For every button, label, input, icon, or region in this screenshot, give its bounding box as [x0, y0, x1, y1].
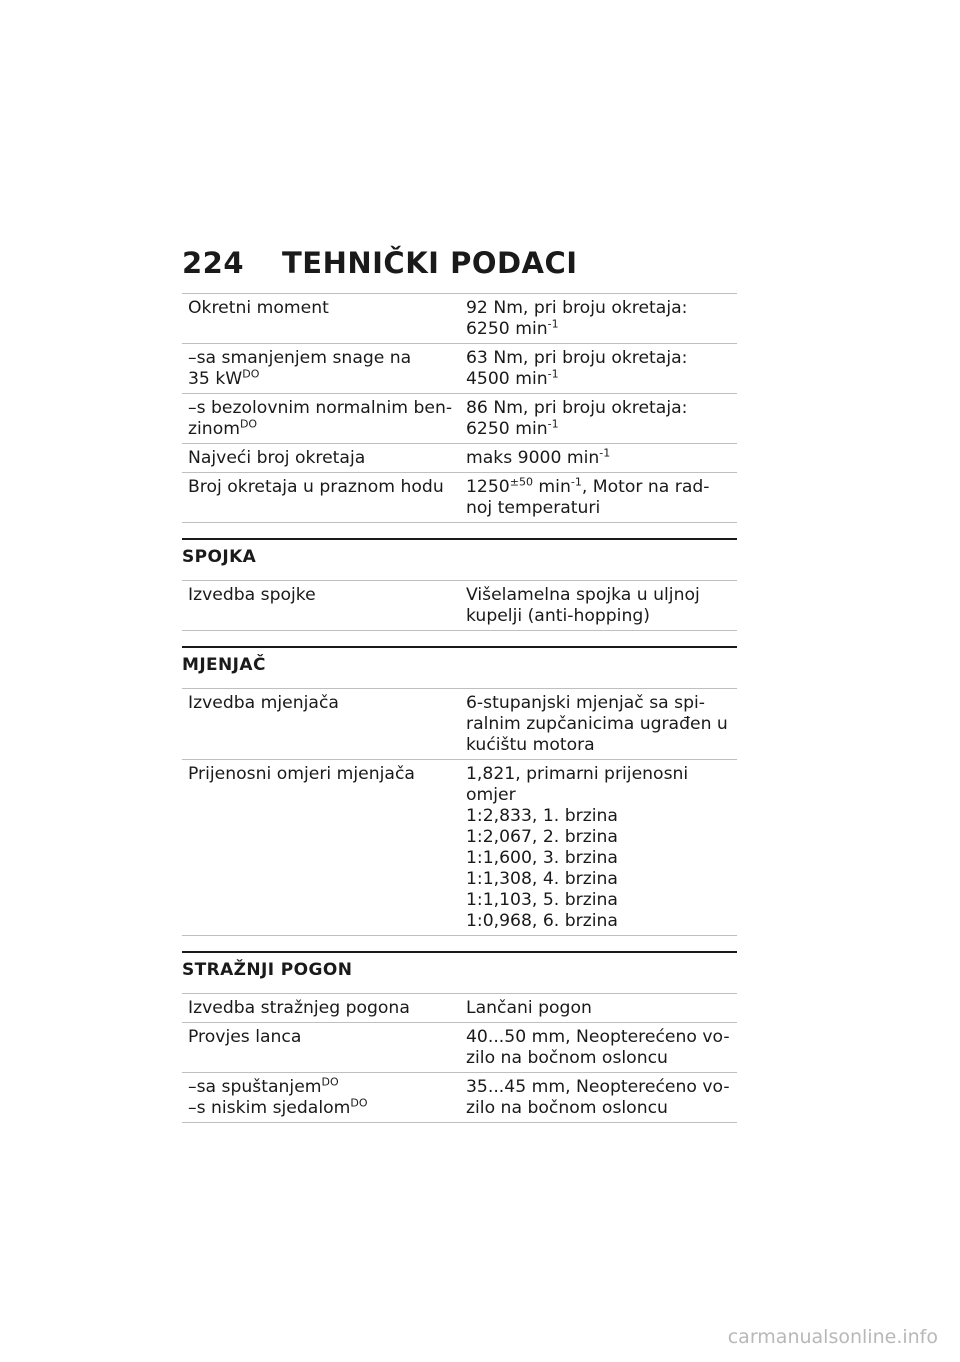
- value-line: 6-stupanjski mjenjač sa spi-: [466, 693, 705, 713]
- watermark: carmanualsonline.info: [727, 1326, 938, 1348]
- spec-label: [182, 1073, 460, 1123]
- value-line: Višelamelna spojka u uljnoj: [466, 585, 700, 605]
- unit-exponent: -1: [570, 475, 582, 489]
- label-line: [188, 367, 454, 390]
- value-line: noj temperaturi: [466, 498, 601, 518]
- section-title: STRAŽNJI POGON: [182, 960, 353, 980]
- spec-label: Okretni moment: [182, 294, 460, 344]
- label-line: –s bezolovnim normalnim ben-: [188, 398, 453, 418]
- value-line: 1:1,308, 4. brzina: [466, 869, 618, 889]
- label-text: –s niskim sjedalom: [188, 1098, 351, 1118]
- unit-exponent: -1: [547, 417, 559, 431]
- section-title: MJENJAČ: [182, 655, 266, 675]
- table-row: [182, 760, 737, 936]
- label-text: –sa spuštanjem: [188, 1077, 322, 1097]
- spec-value: [460, 294, 737, 344]
- spec-label: Broj okretaja u praznom hodu: [182, 473, 460, 523]
- label-text: 35 kW: [188, 369, 243, 389]
- mjenjac-spec-table: [182, 688, 737, 936]
- section-spojka: [182, 538, 737, 631]
- spec-value: [460, 581, 737, 631]
- spec-label: Provjes lanca: [182, 1023, 460, 1073]
- section-mjenjac: [182, 646, 737, 936]
- value-text: 4500 min: [466, 369, 548, 389]
- table-row: [182, 294, 737, 344]
- spec-label: Prijenosni omjeri mjenjača: [182, 760, 460, 936]
- value-text: 6250 min: [466, 319, 548, 339]
- label-line: [188, 417, 454, 440]
- value-line: zilo na bočnom osloncu: [466, 1048, 668, 1068]
- variant-marker: DO: [239, 417, 258, 431]
- sub-label: [188, 398, 454, 440]
- unit-exponent: -1: [547, 367, 559, 381]
- table-row: [182, 473, 737, 523]
- value-line: kupelji (anti-hopping): [466, 606, 650, 626]
- value-line: 1:0,968, 6. brzina: [466, 911, 618, 931]
- value-line: 1:1,600, 3. brzina: [466, 848, 618, 868]
- value-line: ralnim zupčanicima ugrađen u: [466, 714, 728, 734]
- spec-value: Lančani pogon: [460, 994, 737, 1023]
- spojka-spec-table: [182, 580, 737, 631]
- variant-marker: DO: [242, 367, 260, 381]
- section-title: SPOJKA: [182, 547, 257, 567]
- table-row: [182, 444, 737, 473]
- table-row: [182, 581, 737, 631]
- value-text: 1250: [466, 477, 510, 497]
- label-line: [188, 1077, 454, 1098]
- value-text: maks 9000 min: [466, 448, 600, 468]
- spec-label: Najveći broj okretaja: [182, 444, 460, 473]
- spec-label: [182, 344, 460, 394]
- spec-value: [460, 344, 737, 394]
- sub-label: [188, 348, 454, 390]
- value-text: , Motor na rad-: [581, 477, 710, 497]
- spec-label: Izvedba stražnjeg pogona: [182, 994, 460, 1023]
- label-line: –sa smanjenjem snage na: [188, 348, 412, 368]
- unit-exponent: -1: [547, 317, 559, 331]
- page-header: [182, 246, 578, 280]
- spec-value: [460, 689, 737, 760]
- table-row: [182, 1023, 737, 1073]
- tolerance: ±50: [509, 475, 533, 489]
- value-line: 86 Nm, pri broju okretaja:: [466, 398, 688, 418]
- value-line: omjer: [466, 785, 516, 805]
- label-text: zinom: [188, 419, 240, 439]
- spec-value: [460, 1023, 737, 1073]
- spec-value: [460, 444, 737, 473]
- table-row: [182, 994, 737, 1023]
- unit-exponent: -1: [599, 446, 611, 460]
- value-line: 1:1,103, 5. brzina: [466, 890, 618, 910]
- value-text: 6250 min: [466, 419, 548, 439]
- spec-content: [182, 293, 737, 1123]
- page-number: 224: [182, 246, 245, 280]
- motor-spec-table: [182, 293, 737, 523]
- value-line: 92 Nm, pri broju okretaja:: [466, 298, 688, 318]
- table-row: [182, 394, 737, 444]
- value-line: zilo na bočnom osloncu: [466, 1098, 668, 1118]
- spec-value: [460, 1073, 737, 1123]
- label-line: [188, 1098, 454, 1119]
- spec-label: Izvedba spojke: [182, 581, 460, 631]
- value-line: 1:2,833, 1. brzina: [466, 806, 618, 826]
- value-line: kućištu motora: [466, 735, 595, 755]
- value-line: 1:2,067, 2. brzina: [466, 827, 618, 847]
- table-row: [182, 1073, 737, 1123]
- value-line: 1,821, primarni prijenosni: [466, 764, 689, 784]
- variant-marker: DO: [321, 1075, 339, 1089]
- table-row: [182, 689, 737, 760]
- value-unit: min: [532, 477, 571, 497]
- value-line: [466, 369, 731, 390]
- strazni-pogon-spec-table: [182, 993, 737, 1123]
- value-line: [466, 319, 731, 340]
- value-line: [466, 477, 731, 498]
- spec-value: [460, 394, 737, 444]
- variant-marker: DO: [350, 1096, 368, 1110]
- spec-label: [182, 394, 460, 444]
- chapter-title: TEHNIČKI PODACI: [282, 246, 578, 280]
- spec-value: [460, 760, 737, 936]
- value-line: 40...50 mm, Neopterećeno vo-: [466, 1027, 730, 1047]
- table-row: [182, 344, 737, 394]
- section-strazni-pogon: [182, 951, 737, 1123]
- value-line: [466, 419, 731, 440]
- value-line: 35...45 mm, Neopterećeno vo-: [466, 1077, 730, 1097]
- spec-label: Izvedba mjenjača: [182, 689, 460, 760]
- value-line: 63 Nm, pri broju okretaja:: [466, 348, 688, 368]
- spec-value: [460, 473, 737, 523]
